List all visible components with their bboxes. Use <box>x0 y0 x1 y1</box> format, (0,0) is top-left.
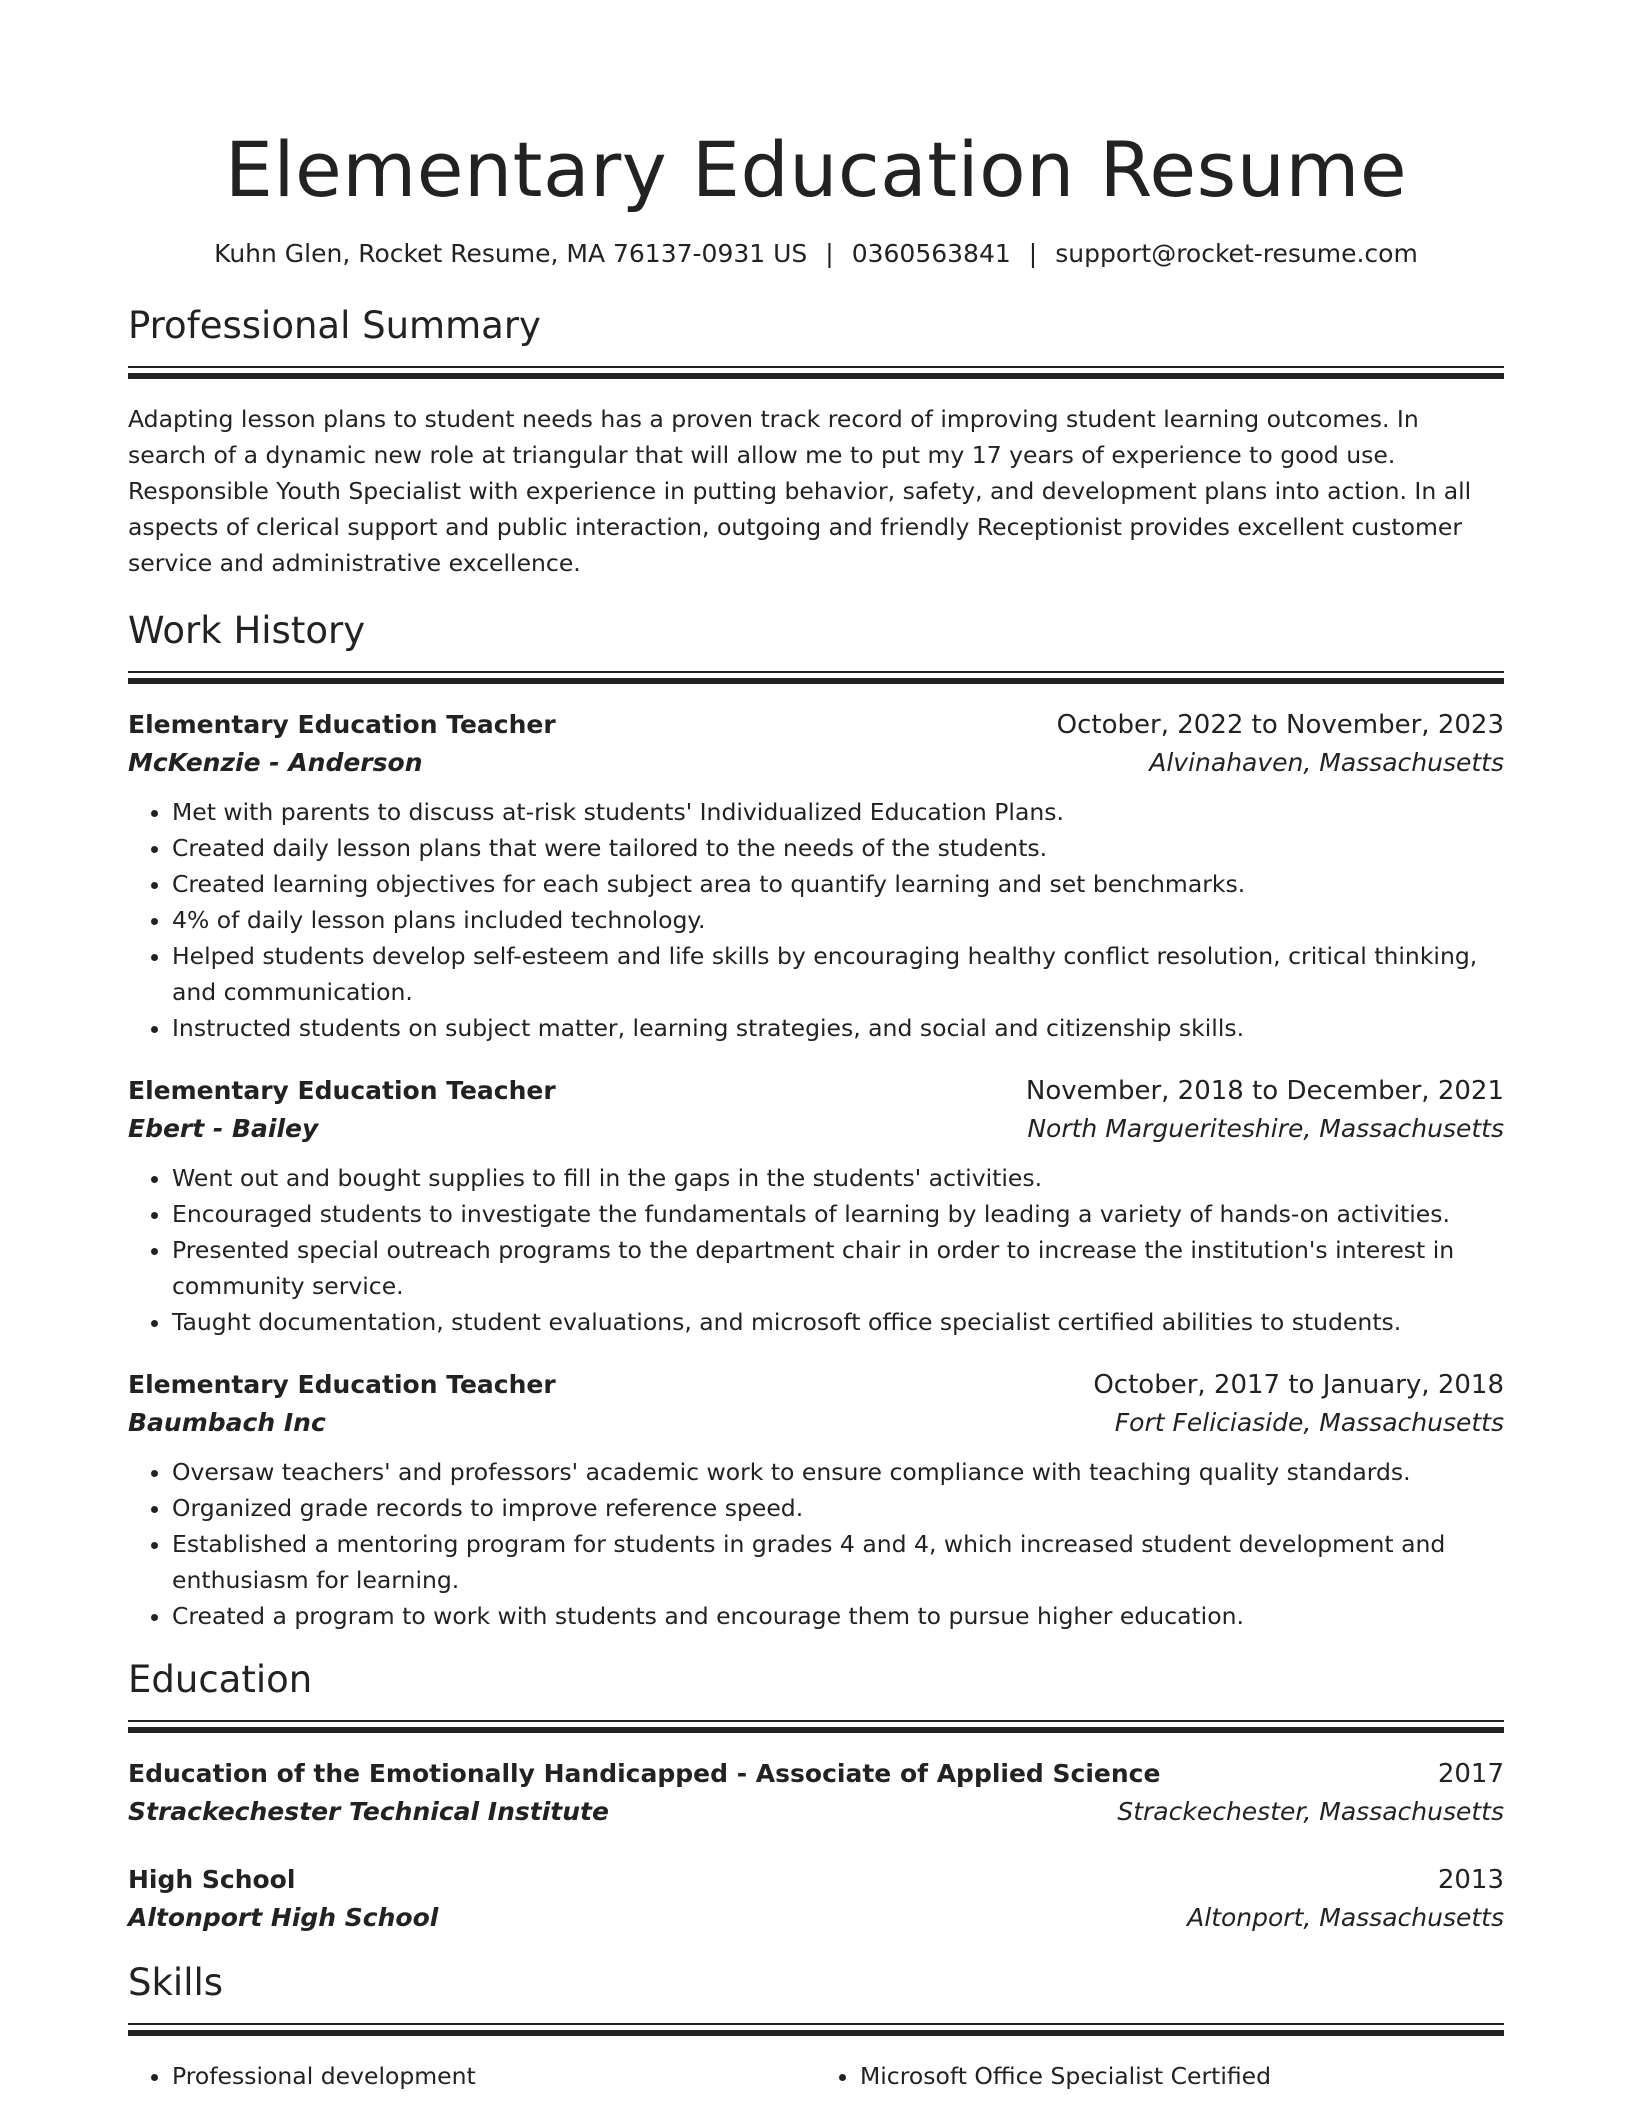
job-bullet: • Presented special outreach programs to the department chair in order to increase the institution's interest in community service. <box>172 1232 1504 1304</box>
job-bullet: • Created daily lesson plans that were tailored to the needs of the students. <box>172 830 1504 866</box>
education-school: Strackechester Technical Institute <box>128 1797 609 1826</box>
education-school: Altonport High School <box>128 1903 439 1932</box>
job-bullet: • Went out and bought supplies to fill in the gaps in the students' activities. <box>172 1160 1504 1196</box>
contact-phone: 0360563841 <box>851 239 1011 268</box>
section-divider <box>128 366 1504 379</box>
job-bullet: • Met with parents to discuss at-risk students' Individualized Education Plans. <box>172 794 1504 830</box>
job-title: Elementary Education Teacher <box>128 1076 556 1105</box>
section-divider <box>128 1720 1504 1733</box>
education-degree: Education of the Emotionally Handicapped - Associate of Applied Science <box>128 1759 1161 1788</box>
skill-item: • Professional development <box>172 2058 816 2094</box>
contact-address: Kuhn Glen, Rocket Resume, MA 76137-0931 US <box>214 239 808 268</box>
page-title: Elementary Education Resume <box>224 125 1408 214</box>
job-bullet: • Instructed students on subject matter, learning strategies, and social and citizenship skills. <box>172 1010 1504 1046</box>
job-entry <box>128 1366 1504 1634</box>
section-divider <box>128 671 1504 684</box>
job-bullet: • Organized grade records to improve reference speed. <box>172 1490 1504 1526</box>
job-employer: McKenzie - Anderson <box>128 748 423 777</box>
job-bullet: • 4% of daily lesson plans included technology. <box>172 902 1504 938</box>
skill-item: • Microsoft Office Specialist Certified <box>860 2058 1504 2094</box>
education-location: Altonport, Massachusetts <box>1187 1903 1504 1932</box>
education-entry <box>128 1755 1504 1831</box>
skills-grid <box>128 2058 1504 2094</box>
job-bullet: • Helped students develop self-esteem and life skills by encouraging healthy conflict resolution, critical thinking, and communication. <box>172 938 1504 1010</box>
skills-heading: Skills <box>128 1961 224 2004</box>
job-entry <box>128 1072 1504 1340</box>
education-section <box>128 1656 1504 1937</box>
job-bullet: • Taught documentation, student evaluations, and microsoft office specialist certified abilities to students. <box>172 1304 1504 1340</box>
job-dates: November, 2018 to December, 2021 <box>1025 1076 1504 1106</box>
education-year: 2017 <box>1437 1759 1504 1789</box>
summary-section <box>128 302 1504 581</box>
work-history-section <box>128 607 1504 1634</box>
contact-separator: | <box>1028 239 1038 268</box>
summary-heading: Professional Summary <box>128 304 541 347</box>
job-dates: October, 2017 to January, 2018 <box>1093 1370 1504 1400</box>
job-bullet: • Oversaw teachers' and professors' academic work to ensure compliance with teaching quality standards. <box>172 1454 1504 1490</box>
work-history-heading: Work History <box>128 609 366 652</box>
section-divider <box>128 2023 1504 2036</box>
education-year: 2013 <box>1437 1865 1504 1895</box>
job-location: North Margueriteshire, Massachusetts <box>1027 1114 1504 1143</box>
skills-section <box>128 1959 1504 2094</box>
education-entry <box>128 1861 1504 1937</box>
contact-email: support@rocket-resume.com <box>1055 239 1418 268</box>
job-bullets <box>128 1454 1504 1634</box>
job-dates: October, 2022 to November, 2023 <box>1056 710 1504 740</box>
resume-page <box>128 0 1504 2094</box>
job-location: Alvinahaven, Massachusetts <box>1149 748 1504 777</box>
education-location: Strackechester, Massachusetts <box>1117 1797 1504 1826</box>
job-entry <box>128 706 1504 1046</box>
contact-separator: | <box>825 239 834 268</box>
job-bullet: • Created a program to work with students and encourage them to pursue higher education. <box>172 1598 1504 1634</box>
education-heading: Education <box>128 1658 313 1701</box>
job-bullet: • Created learning objectives for each subject area to quantify learning and set benchmarks. <box>172 866 1504 902</box>
job-employer: Baumbach Inc <box>128 1408 326 1437</box>
contact-line <box>128 236 1504 272</box>
job-bullet: • Encouraged students to investigate the fundamentals of learning by leading a variety of hands-on activities. <box>172 1196 1504 1232</box>
skills-column-right <box>816 2058 1504 2094</box>
job-employer: Ebert - Bailey <box>128 1114 319 1143</box>
job-bullet: • Established a mentoring program for students in grades 4 and 4, which increased student development and enthusiasm for learning. <box>172 1526 1504 1598</box>
job-title: Elementary Education Teacher <box>128 710 556 739</box>
job-bullets <box>128 794 1504 1046</box>
job-bullets <box>128 1160 1504 1340</box>
job-title: Elementary Education Teacher <box>128 1370 556 1399</box>
education-degree: High School <box>128 1865 296 1894</box>
job-location: Fort Feliciaside, Massachusetts <box>1114 1408 1504 1437</box>
skills-column-left <box>128 2058 816 2094</box>
summary-text: Adapting lesson plans to student needs has a proven track record of improving student learning outcomes. In search of a dynamic new role at triangular that will allow me to put my 17 years of experience to good use. Responsible Youth Specialist with experience in putting behavior, safety, and development plans into action. In all aspects of clerical support and public interaction, outgoing and friendly Receptionist provides excellent customer service and administrative excellence. <box>128 405 1472 577</box>
